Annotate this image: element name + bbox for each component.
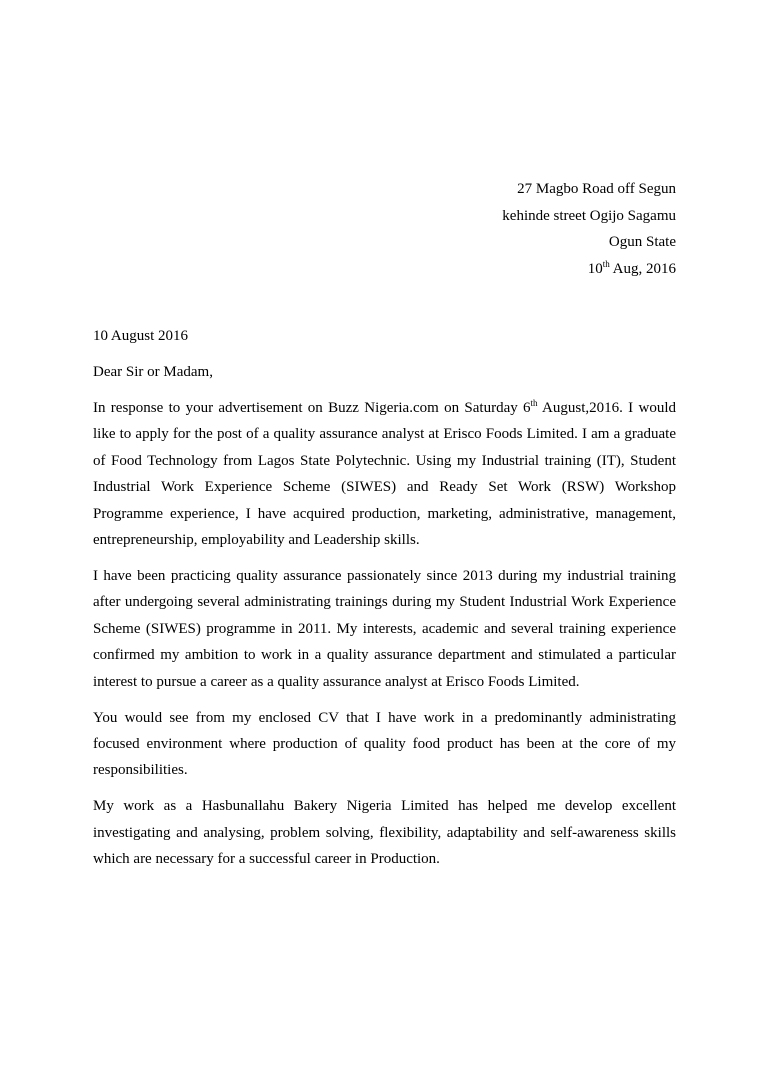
salutation: Dear Sir or Madam, xyxy=(93,364,213,380)
address-date-rest: Aug, 2016 xyxy=(609,260,676,277)
paragraph-3: You would see from my enclosed CV that I have work in a predominantly administrating focused environment where production of quality food product has been at the core of my responsibilities. xyxy=(93,709,676,779)
paragraph-4: My work as a Hasbunallahu Bakery Nigeria Limited has helped me develop excellent investigating and analysing, problem solving, flexibility, adaptability and self-awareness skills which are necessary for a successful career in Production. xyxy=(93,798,676,868)
address-date-suffix: th xyxy=(602,258,610,269)
paragraph-1 xyxy=(93,395,676,553)
address-date xyxy=(502,256,676,283)
address-line-1: 27 Magbo Road off Segun xyxy=(517,181,676,197)
letter-date: 10 August 2016 xyxy=(93,328,189,344)
sender-address xyxy=(502,176,676,282)
paragraph-1-superscript: th xyxy=(530,398,538,408)
address-line-3: Ogun State xyxy=(608,234,676,250)
paragraph-1-rest: August,2016. I would like to apply for the post of a quality assurance analyst at Erisco Foods Limited. I am a graduate of Food Technology from Lagos State Polytechnic. Using my Industrial training (IT), Student Industrial Work Experience Scheme (SIWES) and Ready Set Work (RSW) Workshop Programme experience, I have acquired production, marketing, administrative, management, entrepreneurship, employability and Leadership skills. xyxy=(93,400,676,549)
address-line-2: kehinde street Ogijo Sagamu xyxy=(502,207,676,224)
paragraph-1-start: In response to your advertisement on Buzz Nigeria.com on Saturday 6 xyxy=(93,400,531,416)
letter-body xyxy=(93,323,676,882)
paragraph-2: I have been practicing quality assurance passionately since 2013 during my industrial training after undergoing several administrating trainings during my Student Industrial Work Experience Scheme (SIWES) programme in 2011. My interests, academic and several training experience confirmed my ambition to work in a quality assurance department and stimulated a particular interest to pursue a career as a quality assurance analyst at Erisco Foods Limited. xyxy=(93,568,676,690)
address-date-day: 10 xyxy=(587,260,603,277)
